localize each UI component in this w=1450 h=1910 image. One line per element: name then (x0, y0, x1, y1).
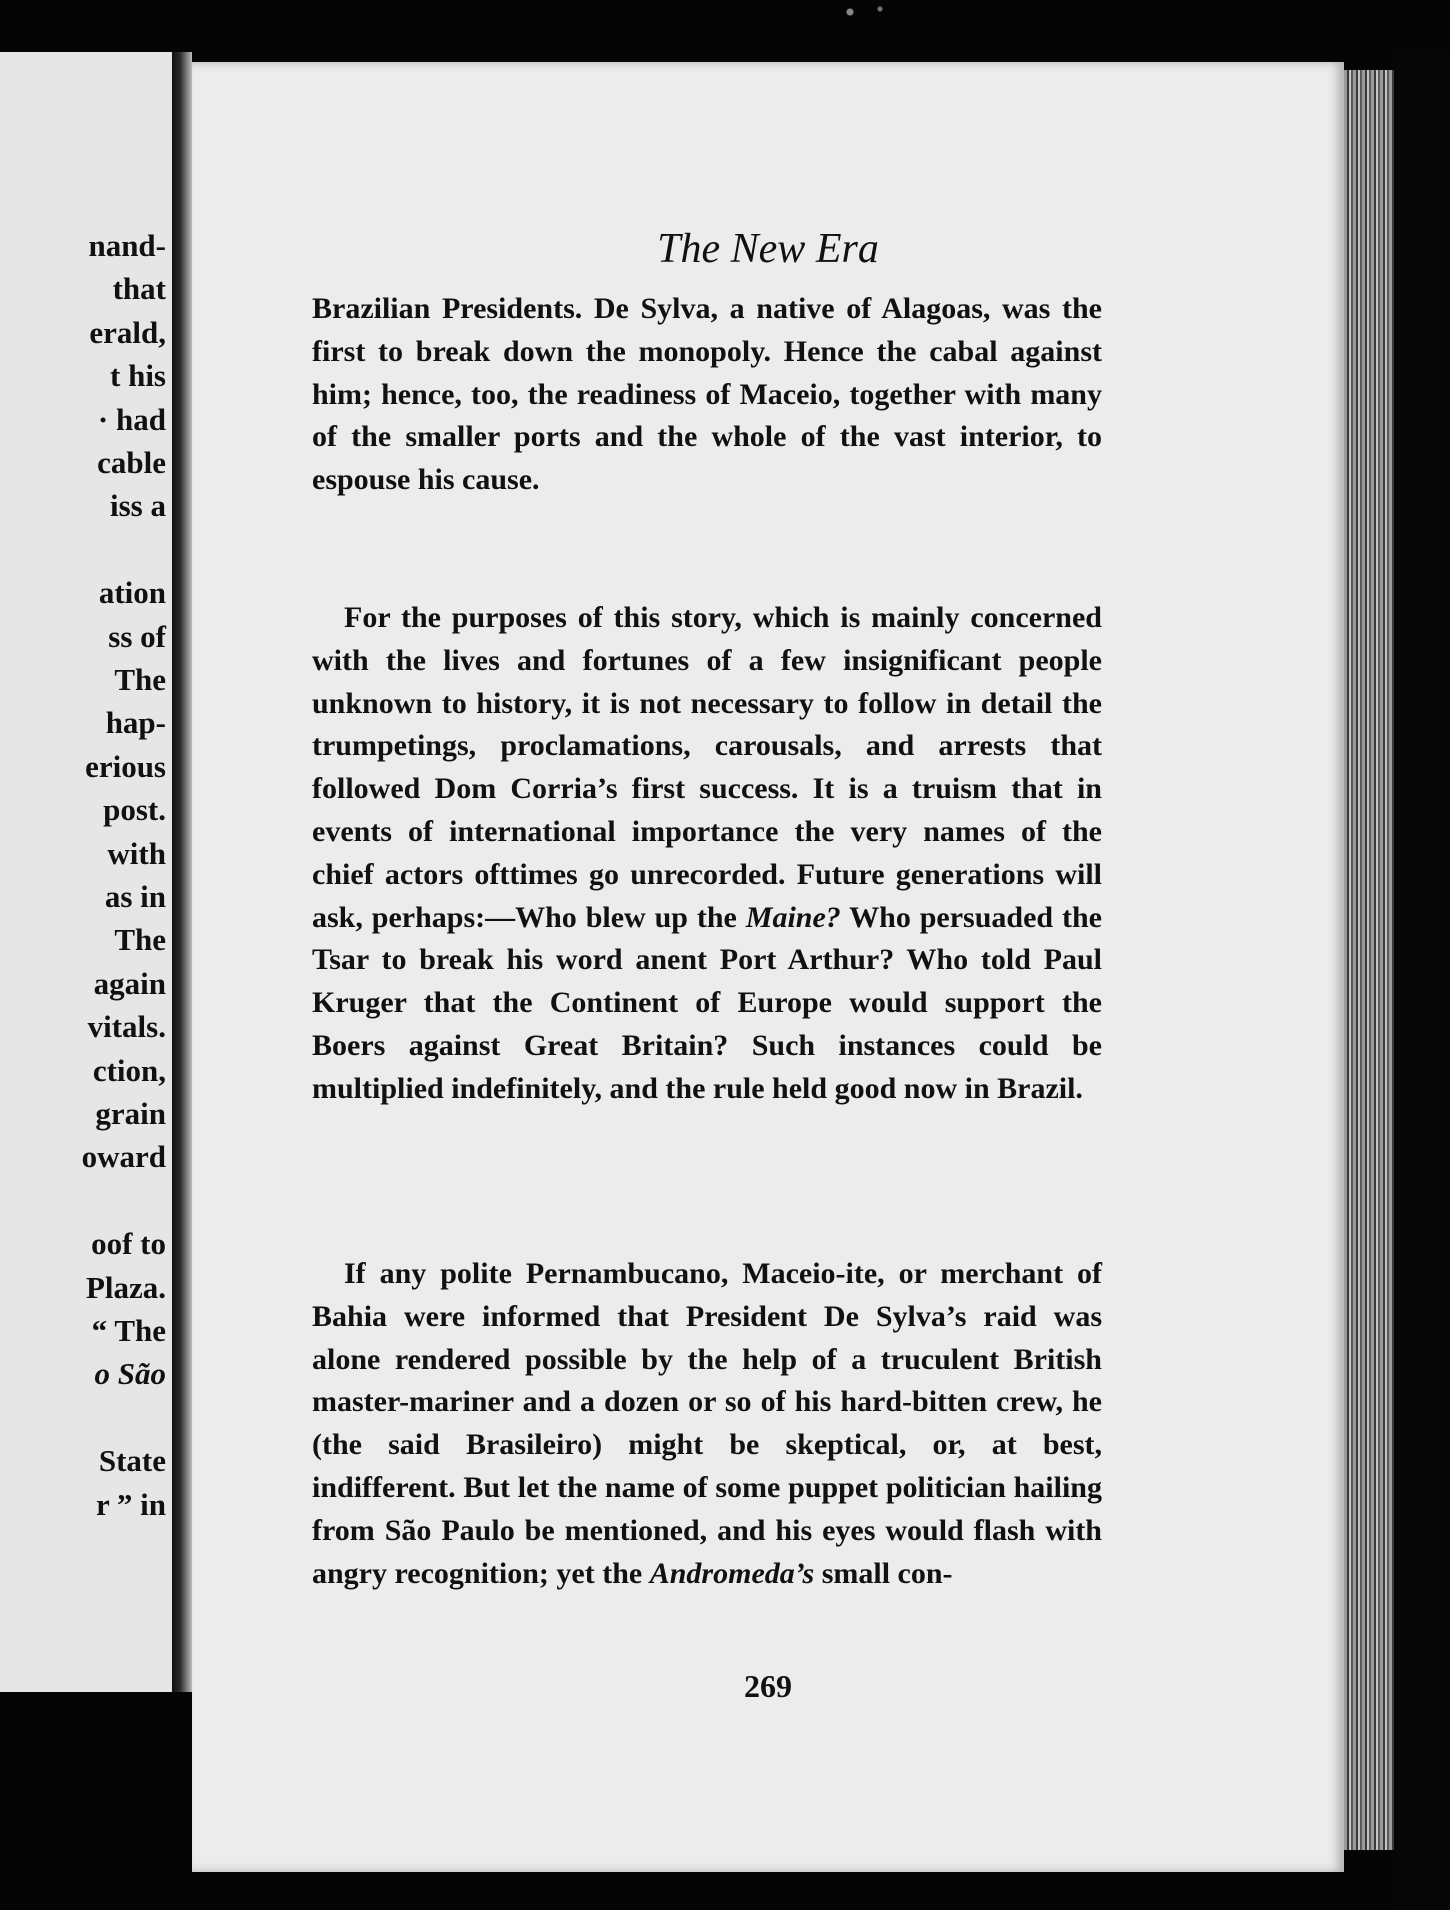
left-page-fragment: ss of (108, 618, 166, 654)
left-page-fragment: with (107, 835, 166, 871)
left-page-fragment: nand- (88, 228, 166, 263)
left-page-fragment: r ” in (95, 1486, 166, 1522)
left-page-fragment: vitals. (87, 1009, 166, 1045)
left-page-fragment: post. (103, 792, 166, 828)
page-block-edge (1344, 70, 1394, 1850)
left-page-fragment: that (112, 271, 166, 307)
left-page-fragment: oward (81, 1139, 166, 1175)
left-page-fragment: iss a (110, 488, 166, 524)
scan-specks (820, 0, 920, 30)
running-head: The New Era (657, 226, 879, 272)
left-page-fragment: The (114, 922, 166, 958)
left-page-fragment: State (98, 1443, 166, 1479)
left-page-fragment: o São (94, 1356, 166, 1392)
book-gutter (172, 52, 192, 1692)
left-page-fragment: again (93, 965, 166, 1001)
left-page-fragment: Plaza. (85, 1269, 166, 1305)
left-page-fragment: erious (85, 748, 166, 784)
left-page-fragment: · had (97, 401, 166, 437)
binding-shadow (1394, 52, 1450, 1910)
left-page-edge (0, 52, 172, 1692)
left-page-fragment: cable (97, 445, 166, 480)
left-page-fragment: erald, (89, 314, 166, 350)
left-page-fragment: “ The (91, 1313, 166, 1348)
left-page-fragment: ction, (92, 1052, 166, 1088)
left-page-fragment: t his (110, 358, 166, 394)
paragraph-3: If any polite Pernambucano, Maceio-ite, or merchant of Bahia were informed that President De Sylva’s raid was alone rendered possible by the help of a truculent British master-mariner and a dozen or so of his hard-bitten crew, he (the said Brasileiro) might be skeptical, or, at best, indifferent. But let the name of some puppet politician hailing from São Paulo be mentioned, and his eyes would flash with angry recognition; yet the Andromeda’s small con- (312, 1257, 1102, 1590)
left-page-fragment: as in (104, 879, 166, 914)
left-page-fragment: oof to (91, 1226, 166, 1262)
left-page-fragment: grain (95, 1096, 166, 1131)
left-page-fragment: hap- (105, 705, 166, 741)
page-number: 269 (744, 1668, 792, 1704)
left-page-fragment: The (114, 662, 166, 697)
right-page (192, 62, 1344, 1872)
paragraph-1: Brazilian Presidents. De Sylva, a native of Alagoas, was the first to break down the monopoly. Hence the cabal against him; hence, too, the readiness of Maceio, together with many of the smaller ports and the whole of the vast interior, to espouse his cause. (312, 292, 1102, 497)
left-page-fragment: ation (98, 575, 166, 611)
paragraph-2: For the purposes of this story, which is mainly concerned with the lives and fortunes of a few insignificant people unknown to history, it is not necessary to follow in detail the trumpetings, proclamations, carousals, and arrests that followed Dom Corria’s first success. It is a truism that in events of international importance the very names of the chief actors ofttimes go unrecorded. Future generations will ask, perhaps:—Who blew up the Maine? Who persuaded the Tsar to break his word anent Port Arthur? Who told Paul Kruger that the Continent of Europe would support the Boers against Great Britain? Such instances could be multiplied indefinitely, and the rule held good now in Brazil. (312, 601, 1102, 1105)
